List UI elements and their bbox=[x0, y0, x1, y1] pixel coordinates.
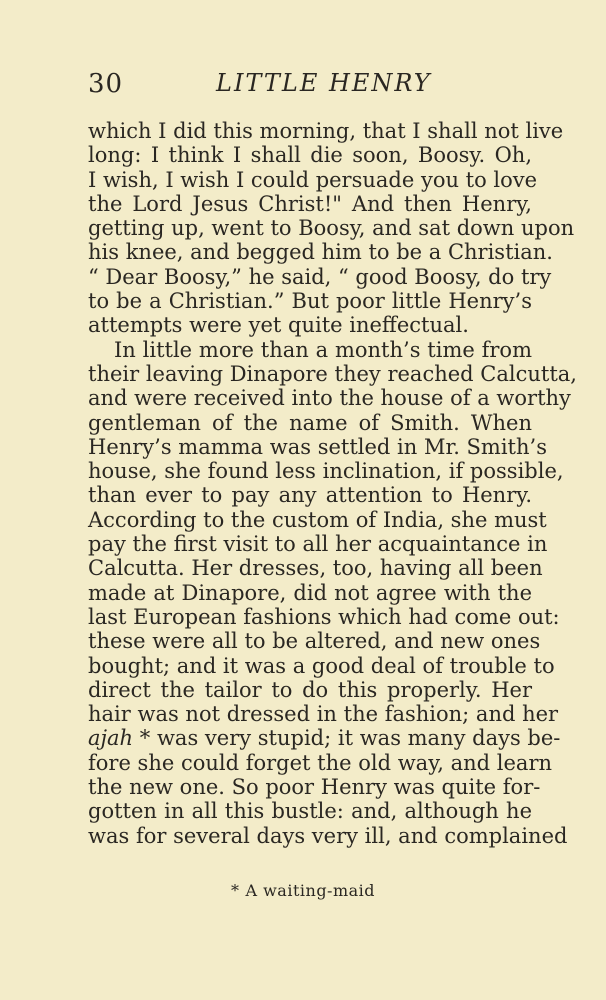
text-line: which I did this morning, that I shall not live bbox=[88, 119, 564, 143]
text-line: their leaving Dinapore they reached Calcutta, bbox=[88, 361, 577, 386]
text-line-rest: was very stupid; it was many days be- bbox=[156, 726, 561, 751]
text-line: was for several days very ill, and complained bbox=[88, 823, 568, 848]
text-line: made at Dinapore, did not agree with the bbox=[88, 580, 532, 605]
text-line: the new one. So poor Henry was quite for- bbox=[88, 775, 541, 800]
footnote-text: A waiting-maid bbox=[245, 881, 376, 900]
text-line: Henry’s mamma was settled in Mr. Smith’s bbox=[88, 434, 547, 459]
text-line: his knee, and begged him to be a Christian. bbox=[88, 240, 553, 265]
ajah-word: ajah bbox=[88, 726, 134, 751]
text-line: I wish, I wish I could persuade you to love bbox=[88, 167, 538, 192]
footnote bbox=[0, 881, 606, 900]
text-line: to be a Christian.” But poor little Henry’s bbox=[88, 289, 532, 314]
text-line-ajah bbox=[88, 726, 561, 751]
page-number: 30 bbox=[88, 69, 124, 99]
text-line: According to the custom of India, she must bbox=[88, 507, 547, 532]
text-line: long: I think I shall die soon, Boosy. Oh, bbox=[88, 143, 532, 168]
text-line: than ever to pay any attention to Henry. bbox=[88, 483, 532, 508]
text-line: hair was not dressed in the fashion; and her bbox=[88, 702, 559, 727]
text-line: fore she could forget the old way, and learn bbox=[88, 750, 553, 775]
text-line: gentleman of the name of Smith. When bbox=[88, 410, 532, 435]
text-line: Calcutta. Her dresses, too, having all been bbox=[88, 556, 543, 581]
footnote-reference: * bbox=[139, 726, 151, 751]
text-line: “ Dear Boosy,” he said, “ good Boosy, do try bbox=[88, 264, 552, 289]
text-line: attempts were yet quite ineffectual. bbox=[88, 313, 469, 338]
running-title: LITTLE HENRY bbox=[216, 69, 432, 97]
body-text bbox=[88, 119, 577, 848]
page-header bbox=[88, 66, 532, 106]
text-line: and were received into the house of a worthy bbox=[88, 386, 571, 411]
footnote-marker: * bbox=[230, 881, 240, 900]
text-line: last European fashions which had come out: bbox=[88, 604, 560, 629]
text-line: direct the tailor to do this properly. Her bbox=[88, 677, 532, 702]
text-line: bought; and it was a good deal of trouble to bbox=[88, 653, 555, 678]
text-line: getting up, went to Boosy, and sat down upon bbox=[88, 216, 575, 241]
paragraph-start-line: In little more than a month’s time from bbox=[114, 337, 532, 362]
text-line: the Lord Jesus Christ!" And then Henry, bbox=[88, 191, 532, 216]
text-line: house, she found less inclination, if possible, bbox=[88, 459, 564, 484]
text-line: pay the first visit to all her acquaintance in bbox=[88, 532, 548, 557]
text-line: these were all to be altered, and new ones bbox=[88, 629, 541, 654]
text-line: gotten in all this bustle: and, although he bbox=[88, 799, 532, 824]
